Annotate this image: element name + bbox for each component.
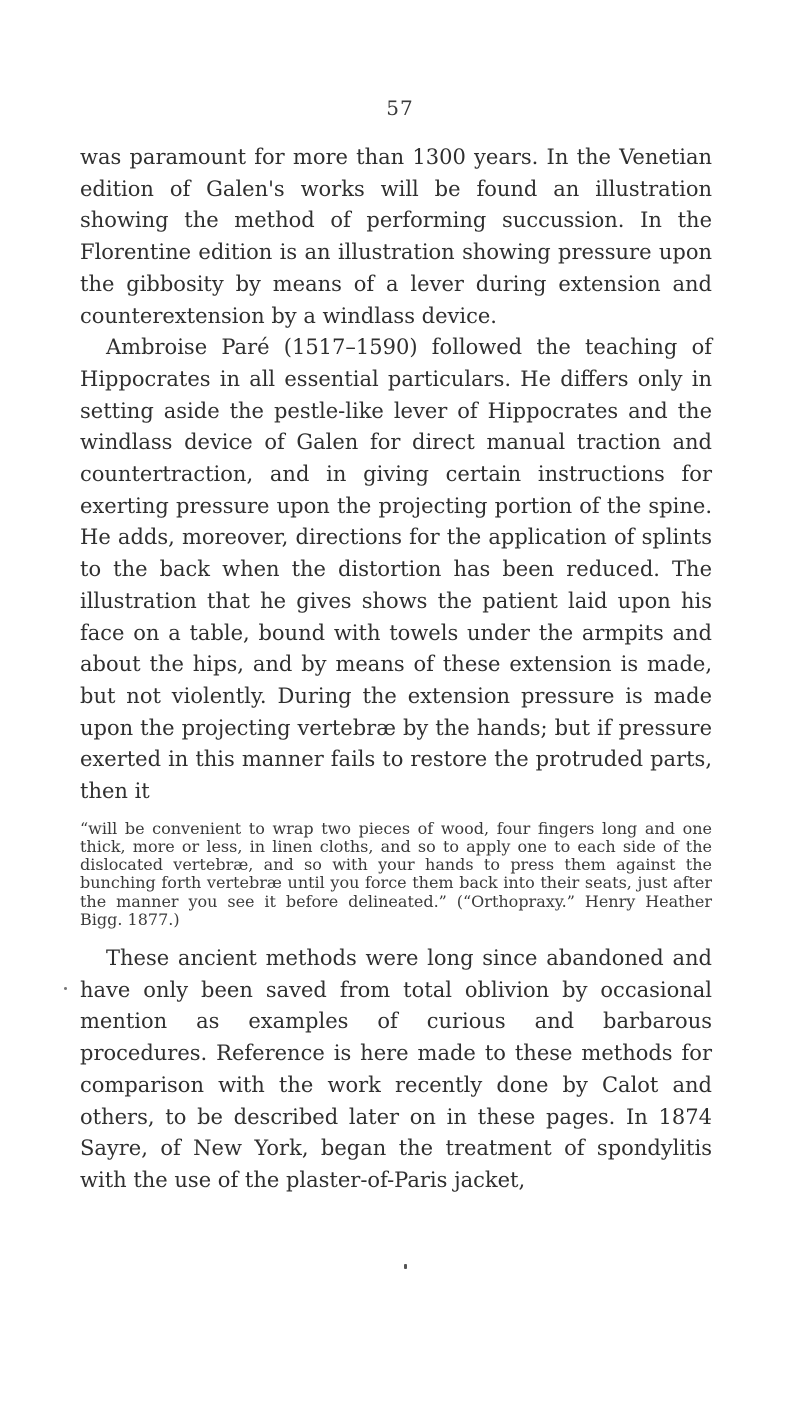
margin-mark <box>64 987 67 990</box>
body-text <box>80 142 712 1197</box>
paragraph-ancient-methods: These ancient methods were long since abandoned and have only been saved from total oblivion by occasional mention as examples of curious and barbarous procedures. Reference is here made to these methods for comparison with the work recently done by Calot and others, to be described later on in these pages. In 1874 Sayre, of New York, began the treatment of spondylitis with the use of the plaster-of-Paris jacket, <box>80 945 712 1192</box>
paragraph-galen: was paramount for more than 1300 years. In the Venetian edition of Galen's works will be found an illustration showing the method of performing succussion. In the Florentine edition is an illustration showing pressure upon the gibbosity by means of a lever during extension and counterextension by a windlass device. <box>80 145 712 328</box>
print-mark <box>404 1264 407 1269</box>
page-number: 57 <box>386 96 414 120</box>
paragraph-pare: Ambroise Paré (1517–1590) followed the teaching of Hippocrates in all essential particulars. He differs only in setting aside the pestle-like lever of Hippocrates and the windlass device of Galen for direct manual traction and countertraction, and in giving certain instructions for exerting pressure upon the projecting portion of the spine. He adds, moreover, directions for the application of splints to the back when the distortion has been reduced. The illustration that he gives shows the patient laid upon his face on a table, bound with towels under the armpits and about the hips, and by means of these extension is made, but not violently. During the extension pressure is made upon the projecting vertebræ by the hands; but if pressure exerted in this manner fails to restore the protruded parts, then it <box>80 335 712 804</box>
block-quote-orthopraxy: “will be convenient to wrap two pieces of wood, four fingers long and one thick, more or less, in linen cloths, and so to apply one to each side of the dislocated vertebræ, and so with your hands to press them against the bunching forth vertebræ until you force them back into their seats, just after the manner you see it before delineated.” (“Orthopraxy.” Henry Heather Bigg. 1877.) <box>80 818 712 929</box>
